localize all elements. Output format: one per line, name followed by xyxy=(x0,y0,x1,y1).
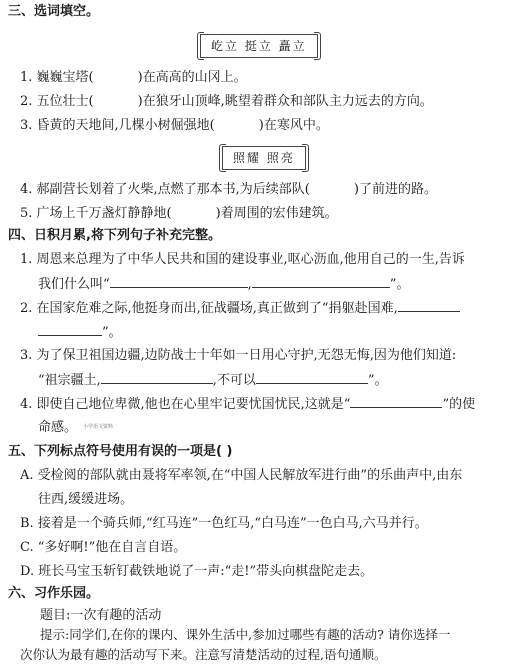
s3-question-3: 3. 昏黄的天地间,几棵小树倔强地( )在寒风中。 xyxy=(20,118,329,133)
s6-prompt-line1: 提示:同学们,在你的课内、课外生活中,参加过哪些有趣的活动? 请你选择一 xyxy=(40,627,451,642)
s3-question-2: 2. 五位壮士( )在狼牙山顶峰,眺望着群众和部队主力远去的方向。 xyxy=(20,94,433,109)
s4-q2-line2: ”。 xyxy=(38,322,514,343)
watermark: 小学语文资料 xyxy=(83,423,114,430)
s3-question-4: 4. 郝副营长划着了火柴,点燃了那本书,为后续部队( )了前进的路。 xyxy=(20,182,437,197)
s4-q4-line1: 4. 即使自己地位卑微,他也在心里牢记要忧国忧民,这就是“ ”的使 xyxy=(20,394,514,415)
s5-option-d[interactable]: D. 班长马宝玉斩钉截铁地说了一声:“走!”带头向棋盘陀走去。 xyxy=(20,564,374,579)
word-box-1: 屹立 挺立 矗立 xyxy=(200,34,318,58)
section-3-heading: 三、选词填空。 xyxy=(8,4,100,19)
s6-title: 题目:一次有趣的活动 xyxy=(40,608,162,623)
s4-q1-line2: 我们什么叫“ , ”。 xyxy=(38,274,514,295)
s5-option-a-line1[interactable]: A. 受检阅的部队就由聂将军率领,在“中国人民解放军进行曲”的乐曲声中,由东 xyxy=(20,468,463,483)
s4-q4-line2: 命感。 小学语文资料 xyxy=(38,420,114,435)
fill-blank[interactable] xyxy=(256,370,368,384)
fill-blank[interactable] xyxy=(252,274,390,288)
section-4-heading: 四、日积月累,将下列句子补充完整。 xyxy=(8,228,221,243)
s3-question-1: 1. 巍巍宝塔( )在高高的山冈上。 xyxy=(20,70,247,85)
s5-option-a-line2: 往西,缓缓进场。 xyxy=(38,492,134,507)
section-6-heading: 六、习作乐园。 xyxy=(8,586,100,601)
fill-blank[interactable] xyxy=(350,394,442,408)
s4-q3-line2: “祖宗疆土, ,不可以 ”。 xyxy=(38,370,514,391)
s6-prompt-line2: 次你认为最有趣的活动写下来。注意写清楚活动的过程,语句通顺。 xyxy=(20,647,387,662)
s4-q2-line1: 2. 在国家危难之际,他挺身而出,征战疆场,真正做到了“捐躯赴国难, xyxy=(20,298,514,319)
fill-blank[interactable] xyxy=(38,322,102,336)
s5-option-b[interactable]: B. 接着是一个骑兵师,“红马连”一色红马,“白马连”一色白马,六马并行。 xyxy=(20,516,428,531)
s3-question-5: 5. 广场上千万盏灯静静地( )着周围的宏伟建筑。 xyxy=(20,206,338,221)
fill-blank[interactable] xyxy=(110,274,248,288)
s4-q3-line1: 3. 为了保卫祖国边疆,边防战士十年如一日用心守护,无怨无悔,因为他们知道: xyxy=(20,348,457,363)
fill-blank[interactable] xyxy=(101,370,213,384)
fill-blank[interactable] xyxy=(398,298,460,312)
s5-option-c[interactable]: C. “多好啊!”他在自言自语。 xyxy=(20,540,187,555)
section-5-heading: 五、下列标点符号使用有误的一项是( ) xyxy=(8,444,233,459)
s4-q1-line1: 1. 周恩来总理为了中华人民共和国的建设事业,呕心沥血,他用自己的一生,告诉 xyxy=(20,252,465,267)
word-box-2: 照耀 照亮 xyxy=(222,146,306,170)
